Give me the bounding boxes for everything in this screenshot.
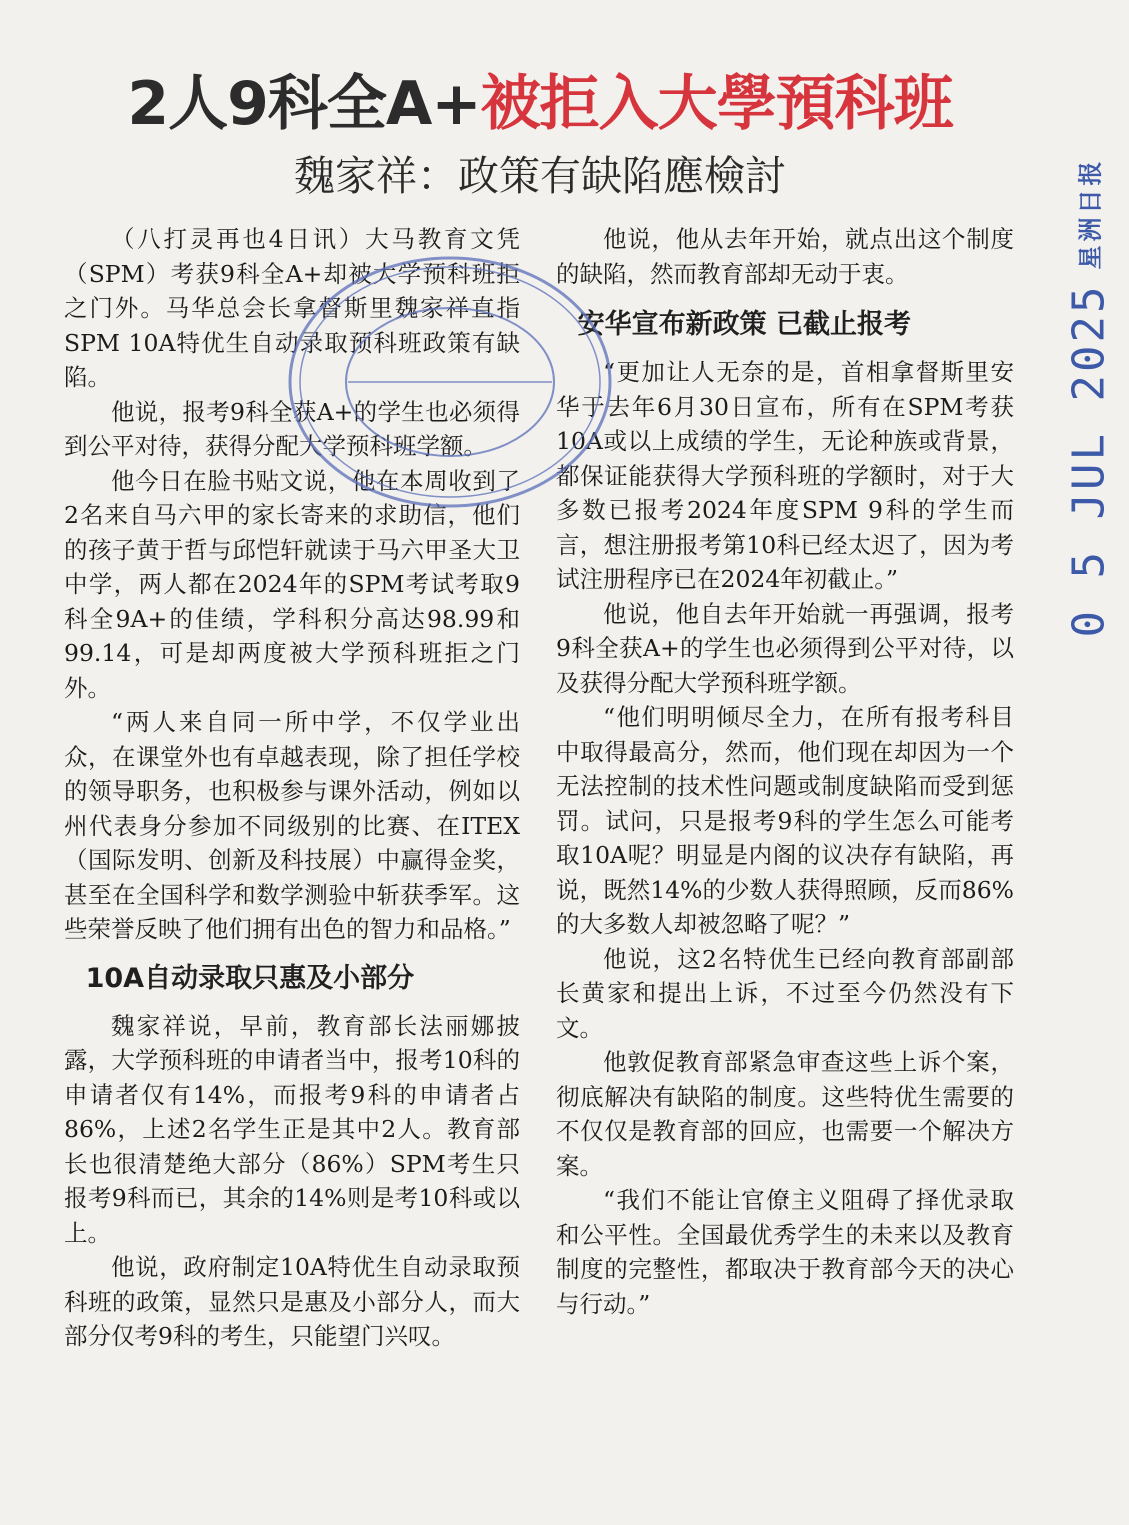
right-column [556, 222, 1014, 1321]
newspaper-name-stamp [1066, 138, 1110, 288]
section-subheading: 10A自动录取只惠及小部分 [85, 962, 415, 994]
subheadline: 魏家祥：政策有缺陷應檢討 [294, 152, 786, 200]
headline-part-black: 2人9科全A+ [127, 69, 481, 139]
paragraph: （八打灵再也4日讯）大马教育文凭（SPM）考获9科全A+却被大学预科班拒之门外。马华总会长拿督斯里魏家祥直指SPM 10A特优生自动录取预科班政策有缺陷。 [64, 225, 520, 391]
date-stamp [1058, 283, 1120, 637]
paragraph: 他说，他从去年开始，就点出这个制度的缺陷，然而教育部却无动于衷。 [556, 225, 1014, 288]
paragraph: 他说，他自去年开始就一再强调，报考9科全获A+的学生也必须得到公平对待，以及获得分配大学预科班学额。 [556, 599, 1014, 697]
paragraph: 他说，政府制定10A特优生自动录取预科班的政策，显然只是惠及小部分人，而大部分仅考9科的考生，只能望门兴叹。 [64, 1253, 520, 1350]
association-seal-icon [280, 248, 620, 516]
headline-part-red: 被拒入大學預科班 [480, 69, 953, 139]
paragraph: “他们明明倾尽全力，在所有报考科目中取得最高分，然而，他们现在却因为一个无法控制的技术性问题或制度缺陷而受到惩罚。试问，只是报考9科的学生怎么可能考取10A呢？明显是内阁的议决存有缺陷，再说，既然14%的少数人获得照顾，反而86%的大多数人却被忽略了呢？” [556, 703, 1014, 938]
paragraph: 他敦促教育部紧急审查这些上诉个案，彻底解决有缺陷的制度。这些特优生需要的不仅仅是教育部的回应，也需要一个解决方案。 [556, 1048, 1014, 1180]
section-subheading: 安华宣布新政策 已截止报考 [577, 309, 911, 340]
paragraph: 魏家祥说，早前，教育部长法丽娜披露，大学预科班的申请者当中，报考10科的申请者仅有14%，而报考9科的申请者占86%，上述2名学生正是其中2人。教育部长也很清楚绝大部分（86%）SPM考生只报考9科而已，其余的14%则是考10科或以上。 [64, 1011, 520, 1247]
paragraph: “我们不能让官僚主义阻碍了择优录取和公平性。全国最优秀学生的未来以及教育制度的完整性，都取决于教育部今天的决心与行动。” [556, 1186, 1014, 1318]
newspaper-name: 星洲日报 [1076, 157, 1105, 269]
paragraph: 他今日在脸书贴文说，他在本周收到了2名来自马六甲的家长寄来的求助信，他们的孩子黄于哲与邱恺轩就读于马六甲圣大卫中学，两人都在2024年的SPM考试考取9科全9A+的佳绩，学科积分高达98.99和99.14，可是却两度被大学预科班拒之门外。 [64, 466, 520, 702]
paragraph: 他说，这2名特优生已经向教育部副部长黄家和提出上诉，不过至今仍然没有下文。 [556, 944, 1014, 1042]
paragraph: “两人来自同一所中学，不仅学业出众，在课堂外也有卓越表现，除了担任学校的领导职务，也积极参与课外活动，例如以州代表身分参加不同级别的比赛、在ITEX（国际发明、创新及科技展）中赢得金奖，甚至在全国科学和数学测验中斩获季军。这些荣誉反映了他们拥有出色的智力和品格。” [64, 708, 520, 943]
paragraph: “更加让人无奈的是，首相拿督斯里安华于去年6月30日宣布，所有在SPM考获10A或以上成绩的学生，无论种族或背景，都保证能获得大学预科班的学额时，对于大多数已报考2024年度SPM 9科的学生而言，想注册报考第10科已经太迟了，因为考试注册程序已在2024年初截止。” [556, 358, 1014, 593]
paragraph: 他说，报考9科全获A+的学生也必须得到公平对待，获得分配大学预科班学额。 [64, 397, 520, 460]
date-text: 0 5 JUL 2025 [1063, 283, 1115, 637]
headline [60, 62, 1020, 146]
